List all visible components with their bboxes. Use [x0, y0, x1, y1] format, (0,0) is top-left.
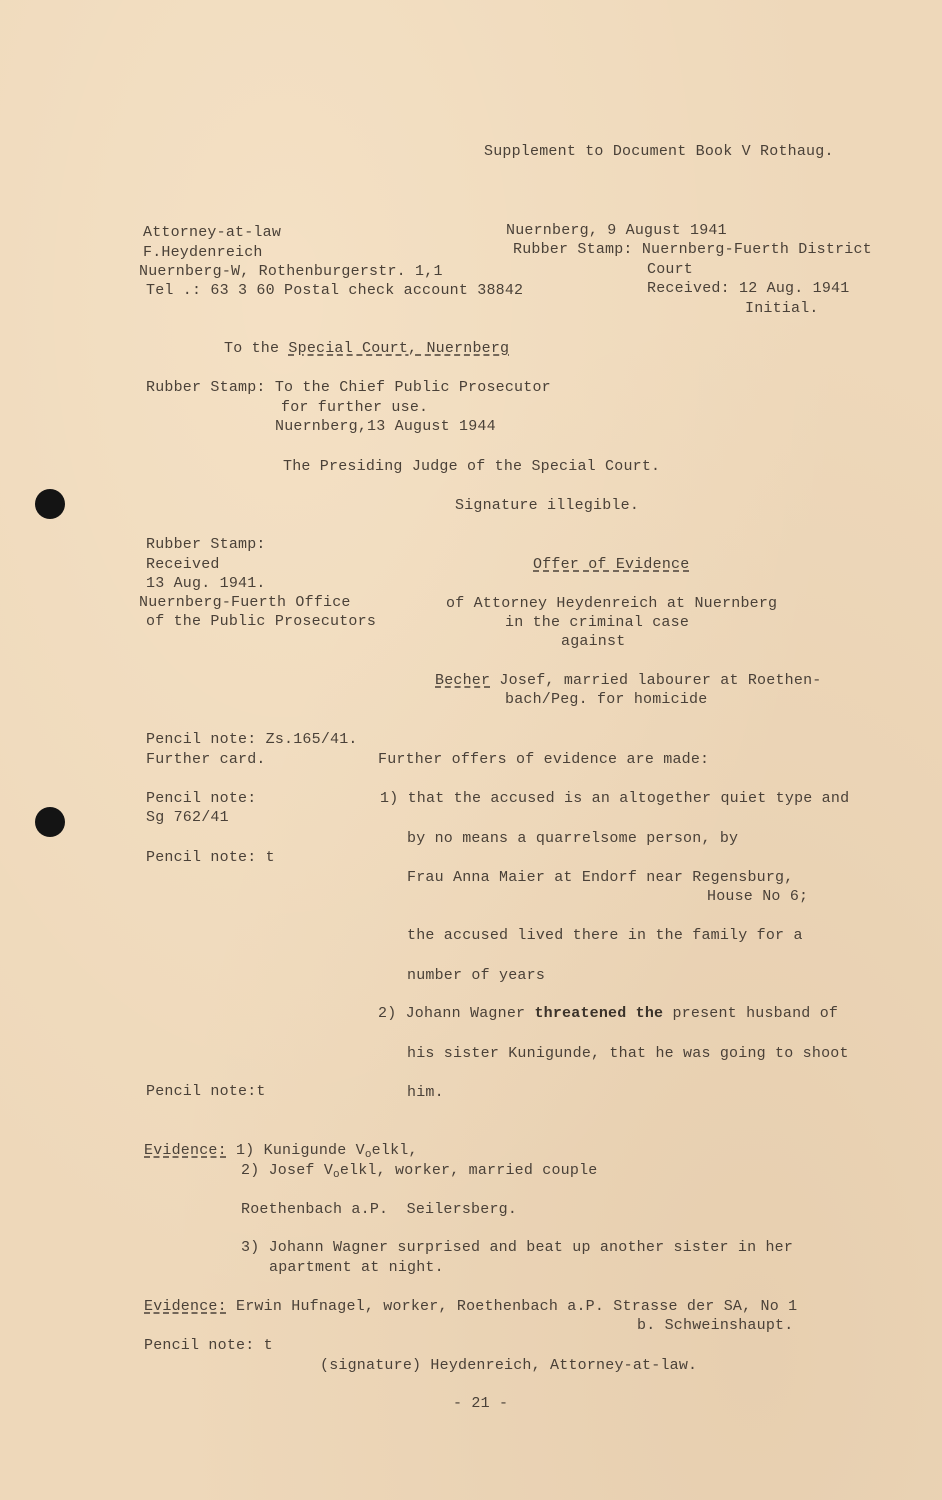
evidence-line [144, 1297, 797, 1317]
evidence-text: elkl, worker, married couple [339, 1162, 598, 1179]
body-line: Frau Anna Maier at Endorf near Regensburg, [407, 869, 794, 886]
stamp-line: Nuernberg,13 August 1944 [275, 418, 496, 435]
evidence-line [241, 1161, 597, 1185]
stamp-line: 13 Aug. 1941. [146, 575, 266, 592]
pencil-note: Pencil note: t [144, 1337, 273, 1354]
evidence-text: elkl, [371, 1142, 418, 1159]
body-intro: Further offers of evidence are made: [378, 751, 710, 768]
body-text: present husband of [663, 1005, 839, 1022]
body-line [378, 1004, 838, 1024]
stamp-line: Nuernberg-Fuerth Office [139, 594, 351, 611]
body-line: House No 6; [707, 888, 809, 905]
accused-rest: Josef, married labourer at Roethen- [490, 672, 822, 689]
stamp-line: Received [146, 556, 220, 573]
stamp-line: Initial. [745, 300, 819, 317]
addressee-court: Special Court, Nuernberg [288, 340, 510, 357]
body-text: 2) Johann Wagner [378, 1005, 535, 1022]
offer-line: against [561, 633, 626, 650]
stamp-line: Received: 12 Aug. 1941 [647, 280, 850, 297]
pencil-note: Pencil note:t [146, 1083, 266, 1100]
evidence-text: o [364, 1149, 372, 1161]
addressee [224, 339, 509, 359]
evidence-address: Roethenbach a.P. Seilersberg. [241, 1201, 518, 1218]
presiding-judge: The Presiding Judge of the Special Court. [283, 458, 661, 475]
overtyped-text: threatened the [534, 1005, 664, 1022]
letterhead-line: Tel .: 63 3 60 Postal check account 38842 [146, 282, 524, 299]
page-number: - 21 - [453, 1395, 509, 1412]
stamp-line: Rubber Stamp: Nuernberg-Fuerth District [513, 241, 872, 258]
supplement-heading: Supplement to Document Book V Rothaug. [484, 143, 834, 160]
stamp-line: for further use. [281, 399, 429, 416]
evidence-line: 3) Johann Wagner surprised and beat up another sister in her [241, 1239, 794, 1256]
evidence-text: 1) Kunigunde V [226, 1142, 365, 1159]
pencil-note: Further card. [146, 751, 266, 768]
date-line: Nuernberg, 9 August 1941 [506, 222, 727, 239]
body-line: by no means a quarrelsome person, by [407, 830, 739, 847]
pencil-note: Sg 762/41 [146, 809, 229, 826]
punch-hole [35, 489, 65, 519]
body-line: number of years [407, 967, 546, 984]
pencil-note: Pencil note: t [146, 849, 275, 866]
accused-name: Becher [435, 672, 491, 689]
accused-line-2: bach/Peg. for homicide [505, 691, 708, 708]
offer-line: in the criminal case [505, 614, 690, 631]
accused-line [435, 671, 821, 691]
body-line: his sister Kunigunde, that he was going to shoot [407, 1045, 849, 1062]
body-line: the accused lived there in the family for a [407, 927, 803, 944]
letterhead-line: Attorney-at-law [143, 224, 282, 241]
stamp-line: Rubber Stamp: [146, 536, 266, 553]
evidence-line: apartment at night. [269, 1259, 444, 1276]
evidence-label: Evidence: [144, 1142, 227, 1159]
evidence-text: o [333, 1169, 340, 1181]
letterhead-line: F.Heydenreich [143, 244, 263, 261]
punch-hole [35, 807, 65, 837]
evidence-label: Evidence: [144, 1298, 227, 1315]
letterhead-line: Nuernberg-W, Rothenburgerstr. 1,1 [139, 263, 443, 280]
stamp-line: of the Public Prosecutors [146, 613, 377, 630]
stamp-line: Rubber Stamp: To the Chief Public Prosecutor [146, 379, 551, 396]
signature-illegible: Signature illegible. [455, 497, 640, 514]
offer-title: Offer of Evidence [533, 556, 690, 573]
evidence-text: Erwin Hufnagel, worker, Roethenbach a.P. Strasse der SA, No 1 [226, 1298, 798, 1315]
evidence-text: 2) Josef V [241, 1162, 334, 1179]
signature-line: (signature) Heydenreich, Attorney-at-law. [320, 1357, 698, 1374]
pencil-note: Pencil note: Zs.165/41. [146, 731, 358, 748]
body-line: 1) that the accused is an altogether quiet type and [380, 790, 850, 807]
addressee-prefix: To the [224, 340, 289, 357]
body-line: him. [407, 1084, 444, 1101]
stamp-line: Court [647, 261, 694, 278]
offer-line: of Attorney Heydenreich at Nuernberg [446, 595, 778, 612]
pencil-note: Pencil note: [146, 790, 257, 807]
evidence-line: b. Schweinshaupt. [637, 1317, 794, 1334]
